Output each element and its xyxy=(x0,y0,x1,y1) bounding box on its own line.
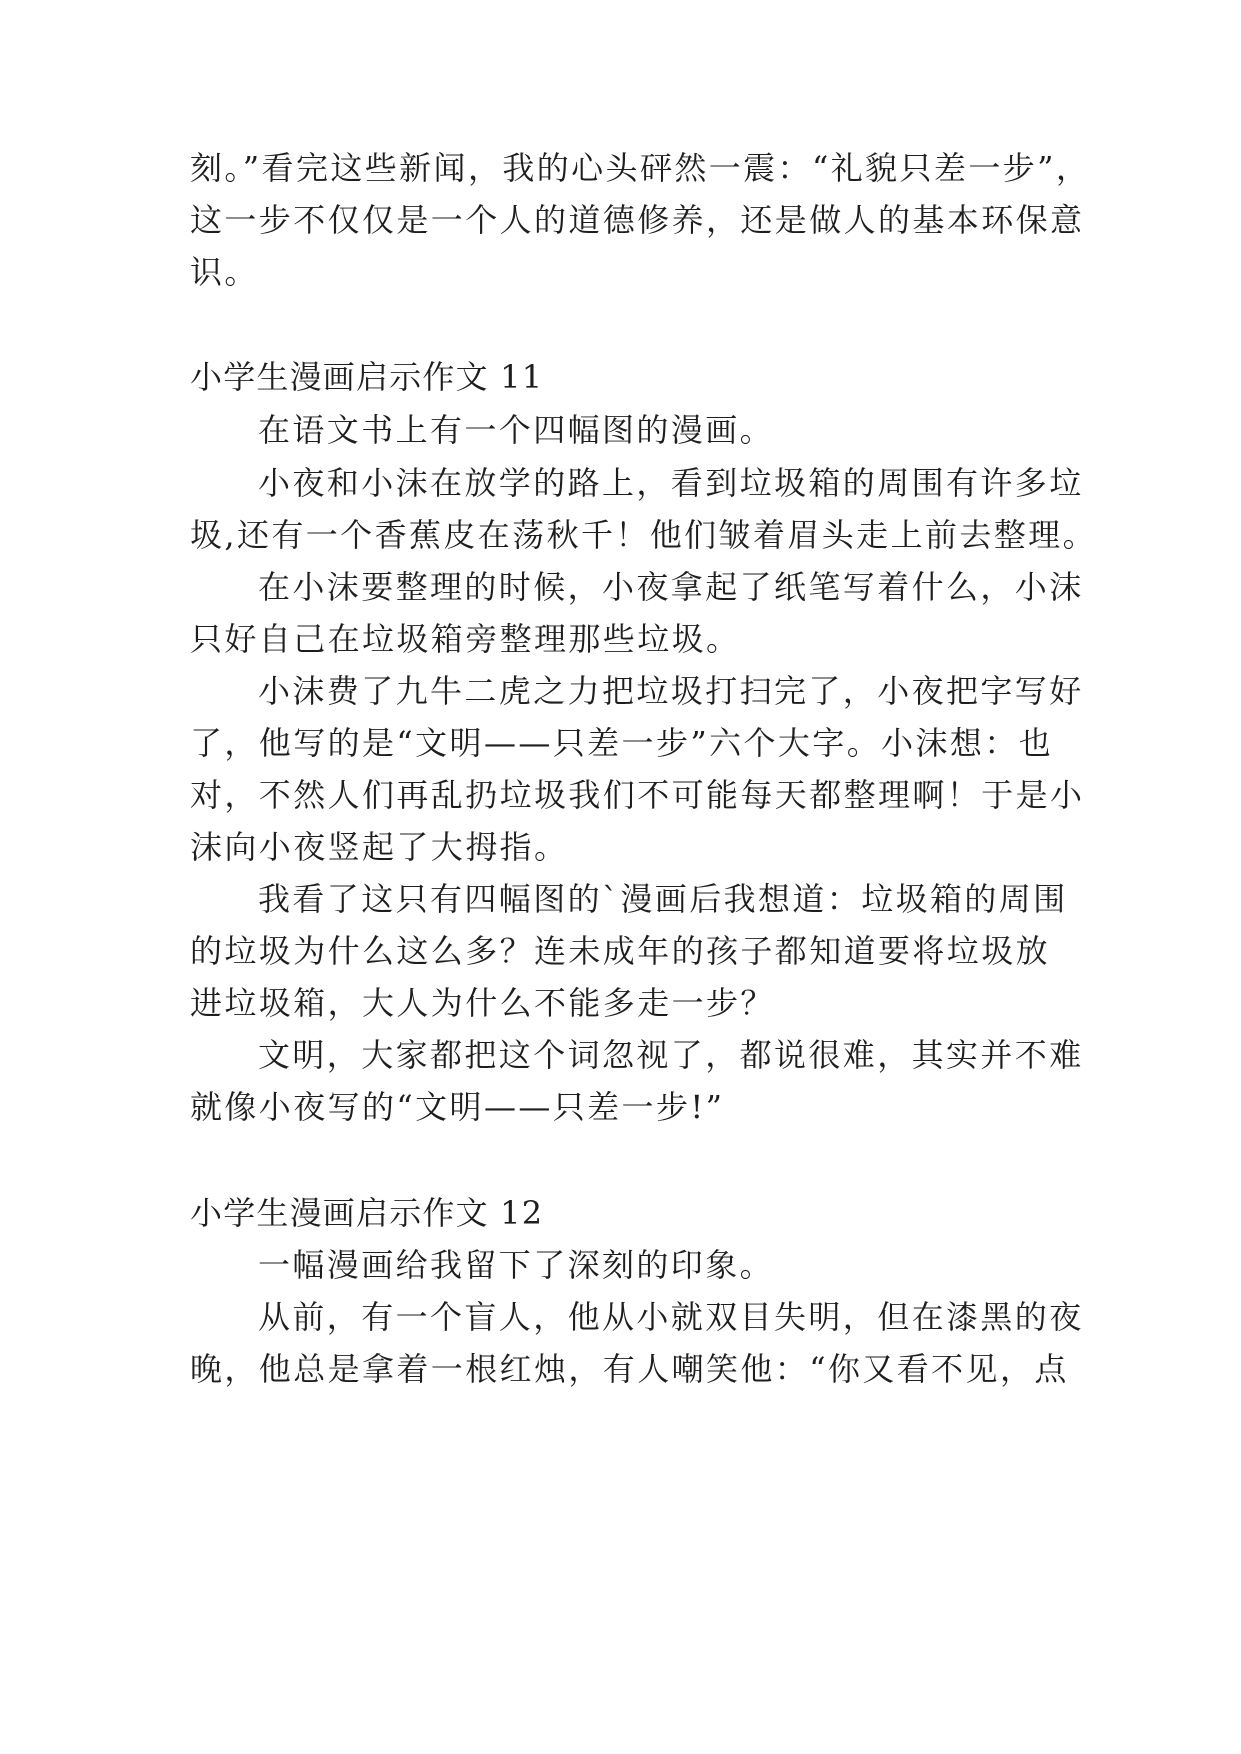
paragraph-line: 就像小夜写的“文明——只差一步!” xyxy=(190,1088,725,1126)
paragraph-line: 对，不然人们再乱扔垃圾我们不可能每天都整理啊！于是小 xyxy=(190,776,1085,814)
paragraph-line: 在语文书上有一个四幅图的漫画。 xyxy=(258,411,775,449)
paragraph-line: 进垃圾箱，大人为什么不能多走一步？ xyxy=(190,984,775,1022)
paragraph-line: 圾,还有一个香蕉皮在荡秋千！他们皱着眉头走上前去整理。 xyxy=(190,516,1097,554)
paragraph-line: 沫向小夜竖起了大拇指。 xyxy=(190,828,569,866)
paragraph-line: 我看了这只有四幅图的`漫画后我想道：垃圾箱的周围 xyxy=(258,880,1068,918)
paragraph-line: 这一步不仅仅是一个人的道德修养，还是做人的基本环保意 xyxy=(190,201,1085,239)
paragraph-line: 文明，大家都把这个词忽视了，都说很难，其实并不难 xyxy=(258,1036,1084,1074)
paragraph-line: 小沫费了九牛二虎之力把垃圾打扫完了，小夜把字写好 xyxy=(258,672,1084,710)
section-heading: 小学生漫画启示作文 11 xyxy=(190,358,544,396)
paragraph-line: 刻。”看完这些新闻，我的心头砰然一震：“礼貌只差一步”， xyxy=(190,149,1091,187)
paragraph-line: 只好自己在垃圾箱旁整理那些垃圾。 xyxy=(190,620,741,658)
paragraph-line: 识。 xyxy=(190,253,259,291)
paragraph-line: 在小沫要整理的时候，小夜拿起了纸笔写着什么，小沫 xyxy=(258,568,1084,606)
paragraph-line: 从前，有一个盲人，他从小就双目失明，但在漆黑的夜 xyxy=(258,1298,1084,1336)
paragraph-line: 了，他写的是“文明——只差一步”六个大字。小沫想：也 xyxy=(190,724,1054,762)
paragraph-line: 的垃圾为什么这么多？连未成年的孩子都知道要将垃圾放 xyxy=(190,932,1051,970)
paragraph-line: 晚，他总是拿着一根红烛，有人嘲笑他：“你又看不见，点 xyxy=(190,1350,1069,1388)
paragraph-line: 小夜和小沫在放学的路上，看到垃圾箱的周围有许多垃 xyxy=(258,464,1084,502)
section-heading: 小学生漫画启示作文 12 xyxy=(190,1194,544,1232)
paragraph-line: 一幅漫画给我留下了深刻的印象。 xyxy=(258,1246,775,1284)
